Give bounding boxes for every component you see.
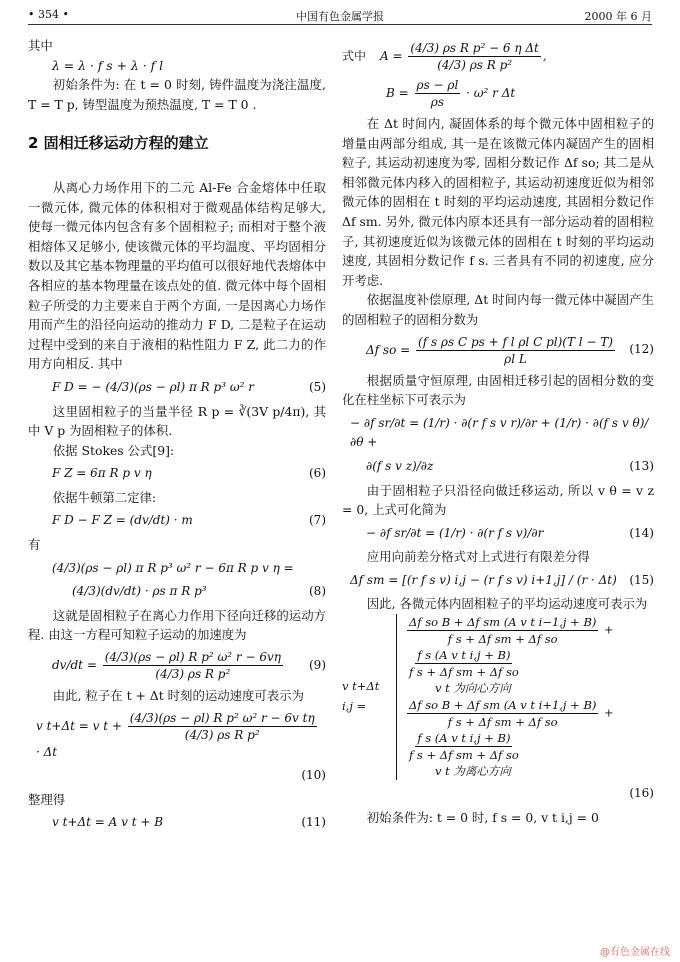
paragraph-average: 因此, 各微元体内固相粒子的平均运动速度可表示为 <box>366 596 648 612</box>
paragraph-difference: 应用向前差分格式对上式进行有限差分得 <box>366 549 590 565</box>
equation-5: F D = − (4/3)(ρs − ρl) π R p³ ω² r (5) <box>52 379 326 394</box>
initial-condition: 初始条件为: 在 t = 0 时刻, 铸件温度为浇注温度, T = T p, 铸型温度为预热温度, T = T 0 . <box>28 77 326 112</box>
section-heading: 2 固相迁移运动方程的建立 <box>28 134 209 153</box>
equation-7: F D − F Z = (dv/dt) · m (7) <box>52 513 326 528</box>
equation-16: v t+Δt i,j = $\frac{\text{Δf so B + Δf sm (A v t i−1,j + B)}}{\text{f s + Δf sm + Δf so}}$ + $\frac{\text{f s (A v t i,j + B)}}{\text{f s + Δf sm + Δf so}}$ v t 为向心方向 $\frac{\text{Δf so B + Δf sm (A v t i+1,j + B)}}{\text{f s + Δf sm + Δf so}}$ + $\frac{\text{f s (A v t i,j + B)}}{\text{f s + Δf sm + Δf so}}$ v t 为离心方向 <box>342 614 654 780</box>
equation-13-line1: − ∂f sr/∂t = (1/r) · ∂(r f s v r)/∂r + (1/r) · ∂(f s v θ)/∂θ + <box>350 415 649 450</box>
zhengli-label: 整理得 <box>28 791 66 807</box>
left-column <box>28 36 326 837</box>
equation-16-number: (16) <box>629 786 654 801</box>
equation-12: Δf so = $\frac{\text{(f s ρs C ps + f l ρl C pl)(T l − T)}}{\text{ρl L}}$ (12) <box>366 334 654 366</box>
equation-15: Δf sm = [(r f s v) i,j − (r f s v) i+1,j] / (r · Δt) (15) <box>350 572 654 587</box>
you-label: 有 <box>28 537 41 553</box>
lambda-equation: λ = λ · f s + λ · f l <box>52 57 164 73</box>
equation-B: B = $\frac{\rho s - \rho l}{\rho s}$ · ω² r Δt <box>386 78 516 109</box>
issue-date: 2000 年 6 月 <box>584 10 652 23</box>
right-column <box>342 36 654 827</box>
stokes-label: 依据 Stokes 公式[9]: <box>52 442 175 458</box>
newton-label: 依据牛顿第二定律: <box>52 489 157 505</box>
equation-9: dv/dt = $\frac{\text{(4/3)(ρs − ρl) R p² ω² r − 6vη}}{\text{(4/3) ρs R p²}}$ (9) <box>52 650 326 682</box>
paragraph-motion: 这就是固相粒子在离心力作用下径向迁移的运动方程. 由这一方程可知粒子运动的加速度为 <box>28 607 326 643</box>
journal-title: 中国有色金属学报 <box>296 10 384 23</box>
equation-10-number: (10) <box>301 768 326 783</box>
equation-10: v t+Δt = v t + $\frac{\text{(4/3)(ρs − ρl) R p² ω² r − 6v tη}}{\text{(4/3) ρs R p²}}$ · Δt <box>36 710 315 759</box>
paragraph-mass: 根据质量守恒原理, 由固相迁移引起的固相分数的变化在柱坐标下可表示为 <box>342 372 654 408</box>
paragraph-microelement: 从离心力场作用下的二元 Al-Fe 合金熔体中任取一微元体, 微元体的体积相对于微观晶体结构足够大, 使每一微元体内包含有多个固相粒子; 而相对于整个液相熔体又足够小, 使该微元体的平均温度、平均固相分数以及其它基本物理量的平均值可以很好地代表熔体中各相应的基本物理量在该点处的值. 微元体中每个固相粒子所受的力主要来自于两个方面, 一是因离心力场作用而产生的沿径向运动的推动力 F D, 二是粒子在运动过程中受到的来自于液相的粘性阻力 F Z, 此二力的作用方向相反. 其中 <box>28 179 326 372</box>
paragraph-radius: 这里固相粒子的当量半径 R p = ∛(3V p/4π), 其中 V p 为固相粒子的体积. <box>28 403 326 439</box>
paragraph-temperature: 依据温度补偿原理, Δt 时间内每一微元体中凝固产生的固相粒子的固相分数为 <box>342 292 654 327</box>
equation-A: 式中 A = $\frac{\text{(4/3) ρs R p² − 6 η Δt}}{\text{(4/3) ρs R p²}}$ , <box>342 41 547 72</box>
page-number: • 354 • <box>28 8 69 21</box>
equation-11: v t+Δt = A v t + B (11) <box>52 815 326 830</box>
equation-8-line1: (4/3)(ρs − ρl) π R p³ ω² r − 6π R p v η = <box>52 560 294 575</box>
initial-condition-2: 初始条件为: t = 0 时, f s = 0, v t i,j = 0 <box>366 809 599 825</box>
equation-13-line2: ∂(f s v z)/∂z (13) <box>366 458 654 473</box>
paragraph-increment: 在 Δt 时间内, 凝固体系的每个微元体中固相粒子的增量由两部分组成, 其一是在该微元体内凝固产生的固相粒子, 其运动初速度为零, 固相分数记作 Δf so; 其二是从相邻微元体内移入的固相粒子, 其运动初速度近似为相邻微元体的固相在 t 时刻的平均运动速度, 其固相分数记作 Δf sm. 另外, 微元体内原本还具有一部分运动着的固相粒子, 其初速度近似为该微元体的固相在 t 时刻的平均运动速度, 其固相分数记作 f s. 三者具有不同的初速度, 应分开考虑. <box>342 116 654 288</box>
equation-6: F Z = 6π R p v η (6) <box>52 466 326 481</box>
equation-14: − ∂f sr/∂t = (1/r) · ∂(r f s v)/∂r (14) <box>366 525 654 540</box>
page-header <box>28 4 652 25</box>
qizhong-label: 其中 <box>28 38 53 53</box>
paragraph-radial: 由于固相粒子只沿径向做迁移运动, 所以 v θ = v z = 0, 上式可化简为 <box>342 482 654 518</box>
watermark: @有色金属在线 <box>600 947 670 958</box>
paragraph-velocity: 由此, 粒子在 t + Δt 时刻的运动速度可表示为 <box>52 688 304 704</box>
equation-8-line2: (4/3)(dv/dt) · ρs π R p³ (8) <box>72 584 326 599</box>
